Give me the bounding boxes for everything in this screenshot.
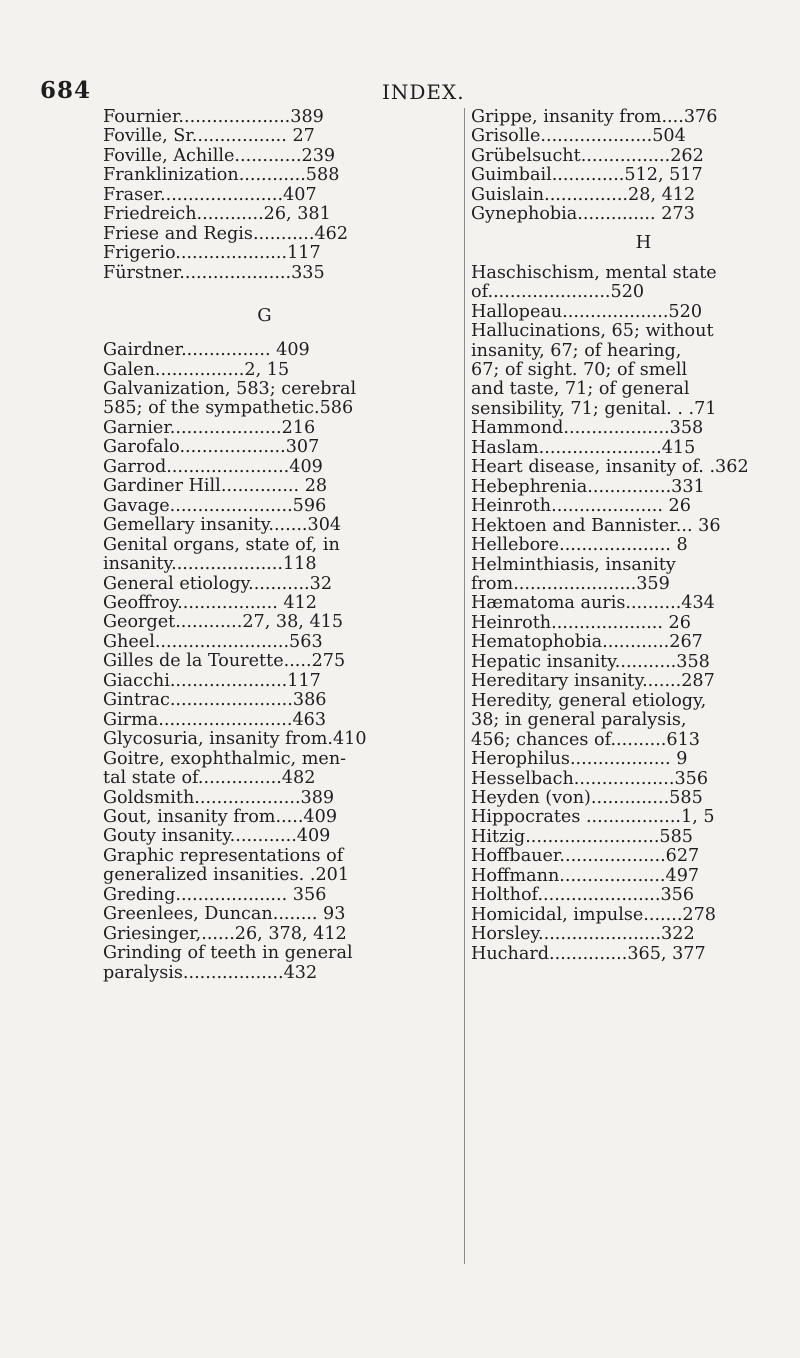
index-entry-continuation: tal state of...............482 <box>103 768 316 789</box>
index-entry: Foville, Achille............239 <box>103 145 336 166</box>
index-entry: Grippe, insanity from....376 <box>471 107 718 127</box>
page-header <box>0 0 800 110</box>
index-entry-continuation: sensibility, 71; genital. . .71 <box>471 398 717 419</box>
index-entry: Galen................2, 15 <box>103 359 290 380</box>
index-entry: Gintrac......................386 <box>103 690 327 711</box>
index-entry: Homicidal, impulse.......278 <box>471 904 716 925</box>
index-entry: Hoffbauer...................627 <box>471 846 700 867</box>
index-entry: Hereditary insanity.......287 <box>471 671 715 692</box>
index-entry: Giacchi.....................117 <box>103 670 321 691</box>
index-entry: Graphic representations of <box>103 845 344 866</box>
index-entry-continuation: insanity....................118 <box>103 554 317 575</box>
index-entry: Georget............27, 38, 415 <box>103 612 344 633</box>
index-entry: Gout, insanity from.....409 <box>103 806 338 827</box>
index-entry: Griesinger,......26, 378, 412 <box>103 923 347 944</box>
index-entry: Heinroth.................... 26 <box>471 612 691 633</box>
index-entry: Franklinization............588 <box>103 165 340 186</box>
index-entry: Guimbail.............512, 517 <box>471 165 703 186</box>
index-entry: Girma........................463 <box>103 709 327 730</box>
index-entry: Heyden (von)..............585 <box>471 787 703 808</box>
index-entry-continuation: generalized insanities. .201 <box>103 865 350 886</box>
index-entry-continuation: 585; of the sympathetic.586 <box>103 398 354 419</box>
index-entry: Greding.................... 356 <box>103 884 327 905</box>
index-column-right <box>471 108 800 964</box>
index-entry: Heinroth.................... 26 <box>471 496 691 517</box>
index-entry: Gairdner................ 409 <box>103 340 310 361</box>
index-entry: Grübelsucht................262 <box>471 145 704 166</box>
index-entry: Greenlees, Duncan........ 93 <box>103 904 346 925</box>
index-entry: Galvanization, 583; cerebral <box>103 378 357 399</box>
index-entry: Hæmatoma auris..........434 <box>471 593 715 614</box>
index-entry: Hallopeau...................520 <box>471 301 703 322</box>
index-entry: Hellebore.................... 8 <box>471 535 688 556</box>
column-divider <box>464 108 465 1264</box>
section-g-continued-entries <box>471 108 800 225</box>
index-entry: Gavage......................596 <box>103 495 327 516</box>
index-entry: Hektoen and Bannister... 36 <box>471 515 721 536</box>
index-entry: Gemellary insanity.......304 <box>103 515 342 536</box>
index-entry: Heart disease, insanity of. .362 <box>471 457 749 478</box>
index-entry: Grinding of teeth in general <box>103 943 353 964</box>
index-entry: Hepatic insanity...........358 <box>471 651 710 672</box>
index-entry: Foville, Sr................. 27 <box>103 126 315 147</box>
index-entry: Helminthiasis, insanity <box>471 554 676 575</box>
index-entry: Frigerio....................117 <box>103 243 321 264</box>
index-entry: Garnier....................216 <box>103 417 316 438</box>
index-entry: Hammond...................358 <box>471 418 704 439</box>
index-entry: Herophilus.................. 9 <box>471 749 688 770</box>
index-entry: Garrod......................409 <box>103 456 323 477</box>
index-entry: Haslam......................415 <box>471 437 696 458</box>
section-f-entries <box>103 108 456 283</box>
index-entry: Geoffroy.................. 412 <box>103 592 318 613</box>
index-entry: Hippocrates .................1, 5 <box>471 807 715 828</box>
index-entry: Gheel........................563 <box>103 631 323 652</box>
index-entry: Hitzig........................585 <box>471 826 694 847</box>
index-entry-continuation: 456; chances of..........613 <box>471 729 700 750</box>
index-entry: Friese and Regis...........462 <box>103 223 349 244</box>
index-entry: Grisolle....................504 <box>471 126 686 147</box>
index-entry: Friedreich............26, 381 <box>103 204 331 225</box>
index-entry: Garofalo...................307 <box>103 437 320 458</box>
index-entry: Gouty insanity............409 <box>103 826 331 847</box>
index-entry-continuation: of......................520 <box>471 282 645 303</box>
index-entry-continuation: 67; of sight. 70; of smell <box>471 359 688 380</box>
page-number: 684 <box>40 77 92 104</box>
index-entry: Goitre, exophthalmic, men- <box>103 748 347 769</box>
index-entry: Hematophobia............267 <box>471 632 703 653</box>
index-entry: Fraser......................407 <box>103 184 317 205</box>
index-entry: Gynephobia.............. 273 <box>471 204 695 225</box>
index-entry: Gardiner Hill.............. 28 <box>103 476 328 497</box>
index-entry: Heredity, general etiology, <box>471 690 707 711</box>
index-column-left <box>103 108 456 983</box>
section-heading-h: H <box>635 231 652 253</box>
index-entry: Hebephrenia...............331 <box>471 476 705 497</box>
index-entry: Fournier....................389 <box>103 107 324 127</box>
index-entry: Horsley......................322 <box>471 924 695 945</box>
index-entry: Fürstner....................335 <box>103 262 325 283</box>
index-entry: Hoffmann...................497 <box>471 865 700 886</box>
index-entry-continuation: 38; in general paralysis, <box>471 710 687 731</box>
index-entry-continuation: insanity, 67; of hearing, <box>471 340 682 361</box>
index-entry: Glycosuria, insanity from.410 <box>103 729 367 750</box>
page-title: INDEX. <box>382 80 465 104</box>
index-entry: Huchard..............365, 377 <box>471 943 706 964</box>
index-entry-continuation: paralysis..................432 <box>103 962 318 983</box>
index-entry: Guislain...............28, 412 <box>471 184 696 205</box>
section-heading-g: G <box>257 305 272 327</box>
index-entry: Haschischism, mental state <box>471 262 717 283</box>
index-entry: Hallucinations, 65; without <box>471 321 714 342</box>
section-h-entries <box>471 264 800 964</box>
index-entry: Gilles de la Tourette.....275 <box>103 651 346 672</box>
index-entry: Goldsmith...................389 <box>103 787 335 808</box>
index-entry: Holthof......................356 <box>471 885 695 906</box>
index-entry: General etiology...........32 <box>103 573 333 594</box>
index-entry: Genital organs, state of, in <box>103 534 340 555</box>
index-entry-continuation: from......................359 <box>471 573 670 594</box>
section-g-entries <box>103 341 456 983</box>
index-entry-continuation: and taste, 71; of general <box>471 379 690 400</box>
index-entry: Hesselbach..................356 <box>471 768 709 789</box>
